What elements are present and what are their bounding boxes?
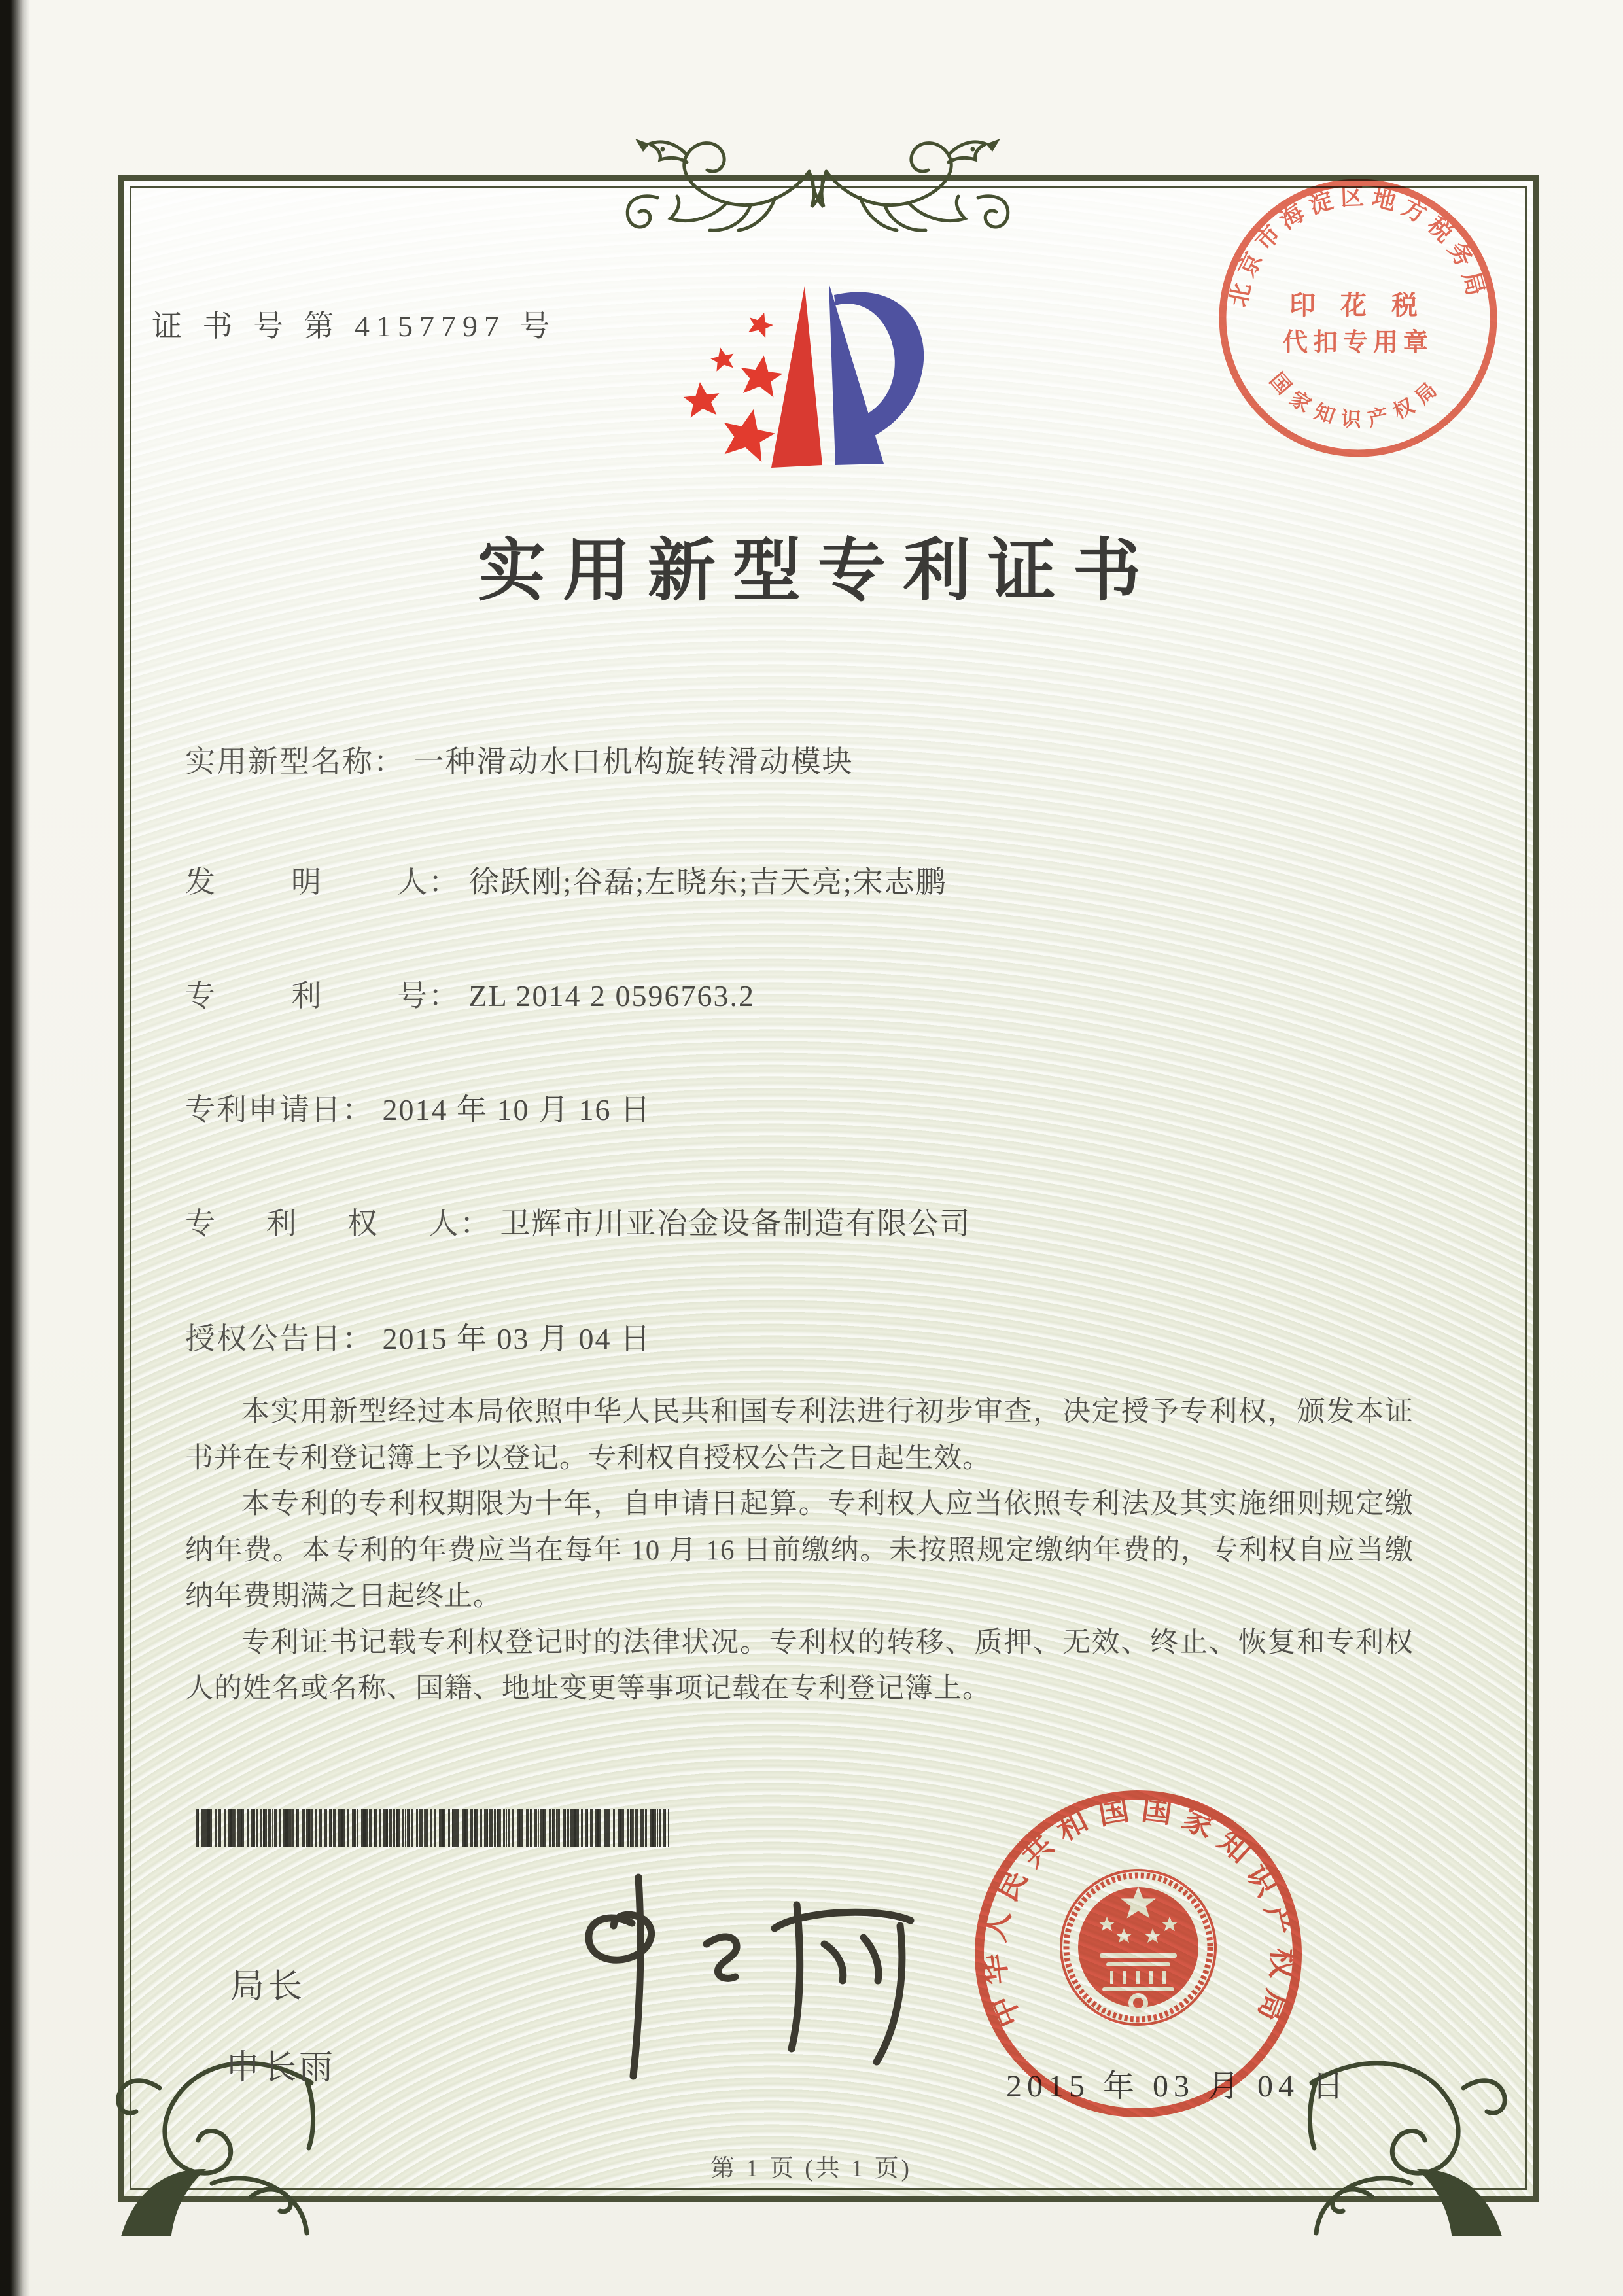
- field-value: 2014 年 10 月 16 日: [382, 1093, 652, 1126]
- field-label: 专利申请日: [185, 1093, 342, 1126]
- signer-name: 申长雨: [226, 2049, 336, 2087]
- field-value: 卫辉市川亚冶金设备制造有限公司: [500, 1207, 971, 1240]
- colon: ：: [342, 1322, 374, 1355]
- logo-stars: [682, 309, 785, 463]
- stamp-line1: 印 花 税: [1289, 290, 1427, 320]
- field-value: 2015 年 03 月 04 日: [382, 1322, 652, 1355]
- colon: ：: [428, 979, 460, 1013]
- stamp-line2: 代扣专用章: [1282, 329, 1434, 357]
- colon: ：: [428, 865, 460, 899]
- field-value: 一种滑动水口机构旋转滑动模块: [413, 745, 854, 778]
- field-inventors: [185, 858, 1467, 901]
- paragraph-grant: 本实用新型经过本局依照中华人民共和国专利法进行初步审查，决定授予专利权，颁发本证书并在专利登记簿上予以登记。专利权自授权公告之日起生效。: [185, 1397, 1414, 1474]
- page-indicator: 第 1 页 (共 1 页): [710, 2155, 912, 2182]
- field-filing-date: [185, 1086, 1467, 1129]
- handwritten-signature: [510, 1866, 929, 2081]
- office-seal: [971, 1787, 1305, 2121]
- field-label: 发明人: [185, 865, 428, 899]
- stamp-arc-bottom-text: 国家知识产权局: [1265, 368, 1443, 432]
- field-utility-model-name: [185, 738, 1467, 781]
- field-label: 实用新型名称: [185, 745, 374, 778]
- paragraph-register: 专利证书记载专利权登记时的法律状况。专利权的转移、质押、无效、终止、恢复和专利权人的姓名或名称、国籍、地址变更等事项记载在专利登记簿上。: [185, 1627, 1414, 1705]
- seal-ring-text: 中华人民共和国国家知识产权局: [976, 1792, 1300, 2032]
- field-patentee: [185, 1200, 1467, 1243]
- colon: ：: [342, 1093, 374, 1126]
- stamp-arc-top-text: 北京市海淀区地方税务局: [1225, 183, 1490, 309]
- national-emblem: [1061, 1870, 1215, 2025]
- tax-stamp: [1215, 175, 1501, 461]
- field-label: 授权公告日: [185, 1322, 342, 1355]
- field-value: ZL 2014 2 0596763.2: [468, 979, 755, 1013]
- colon: ：: [374, 745, 405, 778]
- colon: ：: [460, 1207, 491, 1240]
- paragraph-term-fees: 本专利的专利权期限为十年，自申请日起算。专利权人应当依照专利法及其实施细则规定缴纳年费。本专利的年费应当在每年 10 月 16 日前缴纳。未按照规定缴纳年费的，专利权自应当缴纳年费期满之日起终止。: [185, 1489, 1414, 1612]
- scan-edge-shadow: [0, 0, 30, 2296]
- svg-text:国家知识产权局: [1265, 368, 1443, 431]
- logo-ip-mark: [771, 283, 924, 468]
- field-patent-number: [185, 972, 1467, 1015]
- certificate-title: 实用新型专利证书: [477, 534, 1158, 609]
- certificate-number: 证 书 号 第 4157797 号: [152, 309, 557, 343]
- sipo-logo: [618, 226, 952, 494]
- field-grant-date: [185, 1315, 1467, 1358]
- field-label: 专利号: [185, 979, 428, 1013]
- signer-title: 局长: [230, 1968, 307, 2006]
- field-value: 徐跃刚;谷磊;左晓东;吉天亮;宋志鹏: [468, 865, 947, 899]
- barcode: [196, 1809, 669, 1847]
- field-label: 专利权人: [185, 1207, 460, 1240]
- issue-date: 2015 年 03 月 04 日: [1006, 2069, 1350, 2104]
- legal-body-text: [185, 1389, 1414, 1713]
